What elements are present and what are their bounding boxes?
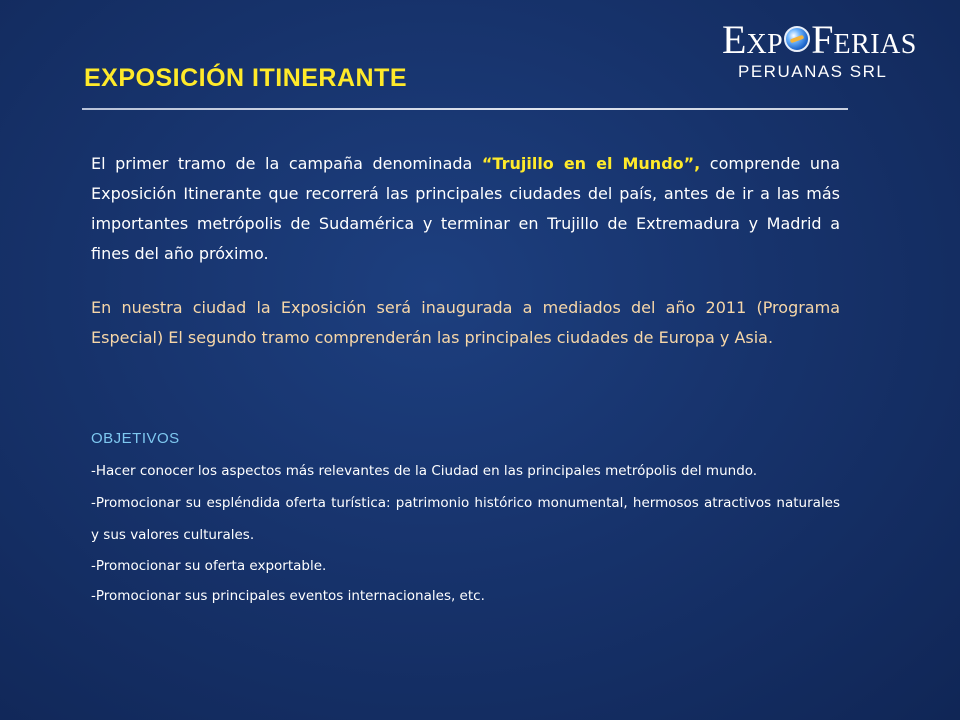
paragraph-inauguration: En nuestra ciudad la Exposición será inaugurada a mediados del año 2011 (Programa Especial) El segundo tramo comprenderán las principales ciudades de Europa y Asia.	[91, 298, 840, 347]
objetivo-item: -Hacer conocer los aspectos más relevantes de la Ciudad en las principales metrópolis del mundo.	[91, 463, 758, 479]
objetivo-item: -Promocionar su oferta exportable.	[91, 558, 327, 574]
objetivos-heading: OBJETIVOS	[91, 430, 180, 447]
objetivo-item: -Promocionar su espléndida oferta turística: patrimonio histórico monumental, hermosos atractivos naturales y sus valores culturales.	[91, 495, 840, 543]
globe-icon	[784, 26, 810, 52]
logo-subtitle: PERUANAS SRL	[738, 62, 888, 81]
campaign-name: “Trujillo en el Mundo”,	[481, 154, 701, 173]
title-divider	[82, 108, 848, 110]
expoferias-logo	[722, 17, 922, 90]
paragraph-campaign: El primer tramo de la campaña denominada “Trujillo en el Mundo”, comprende una Exposición Itinerante que recorrerá las principales ciudades del país, antes de ir a las más importantes metrópolis de Sudamérica y terminar en Trujillo de Extremadura y Madrid a fines del año próximo.	[91, 154, 840, 263]
objetivos-list	[91, 455, 840, 611]
logo-wordmark: EXP FERIAS	[722, 17, 917, 62]
objetivo-item: -Promocionar sus principales eventos internacionales, etc.	[91, 588, 485, 604]
slide-title: EXPOSICIÓN ITINERANTE	[84, 64, 408, 92]
